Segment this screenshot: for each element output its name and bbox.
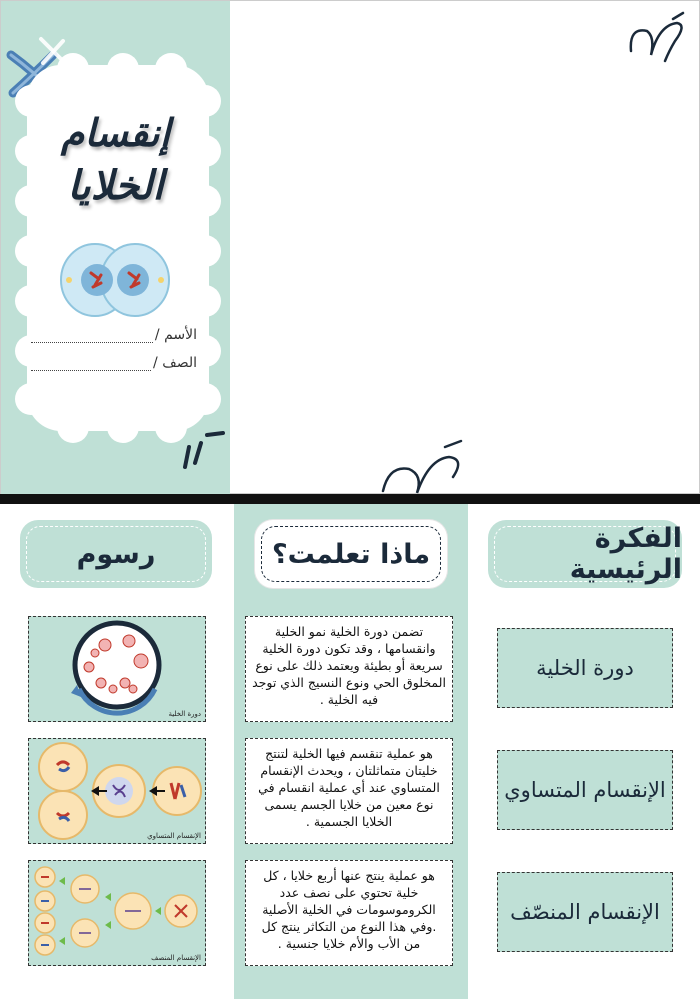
- cover-title-line-2: الخلايا: [67, 163, 164, 209]
- drawing-caption: الإنقسام المتساوي: [147, 832, 201, 840]
- drawing-caption: دورة الخلية: [168, 710, 201, 718]
- class-field[interactable]: [31, 355, 197, 371]
- drawing-caption: الإنقسام المنصف: [151, 954, 201, 962]
- main-idea-header: [488, 520, 682, 588]
- concept-mitosis: الإنقسام المتساوي: [497, 750, 673, 830]
- learned-header: [255, 520, 447, 588]
- learned-text-cell-cycle: تضمن دورة الخلية نمو الخلية وانقسامها ، وقد تكون دورة الخلية سريعة أو بطيئة ويعتمد ذلك على نوع المخلوق الحي ونوع النسيج الذي توجد فيه الخلية .: [245, 616, 453, 722]
- class-label: الصف /: [153, 355, 197, 371]
- meiosis-illustration: [29, 861, 206, 966]
- drawing-cell-cycle: [28, 616, 206, 722]
- worksheet-page: [0, 504, 700, 999]
- main-idea-header-label: الفكرة الرئيسية: [569, 523, 682, 585]
- learned-text-meiosis: هو عملية ينتج عنها أربع خلايا ، كل خلية تحتوي على نصف عدد الكروموسومات في الخلية الأصلية .وفي هذا النوع من التكاثر ينتج كل من الأب والأم خلايا جنسية .: [245, 860, 453, 966]
- dividing-cell-illustration: [59, 237, 171, 323]
- name-label: الأسم /: [154, 327, 197, 343]
- learned-text-mitosis: هو عملية تنقسم فيها الخلية لتنتج خليتان متماثلتان ، ويحدث الإنقسام المتساوي عند أي عملية انقسام في نوع معين من خلايا الجسم يسمى الخلايا الجسمية .: [245, 738, 453, 844]
- name-field[interactable]: [31, 327, 197, 343]
- swirl-icon-bottom: [379, 439, 469, 495]
- concept-meiosis: الإنقسام المنصّف: [497, 872, 673, 952]
- drawings-header: [20, 520, 212, 588]
- page-divider: [0, 494, 700, 504]
- cover-title-line-1: إنقسام: [60, 111, 171, 155]
- drawings-header-label: رسوم: [76, 538, 156, 570]
- cell-cycle-illustration: [29, 617, 206, 722]
- drawing-mitosis: [28, 738, 206, 844]
- dash-marks-icon: [181, 429, 229, 473]
- concept-cell-cycle: دورة الخلية: [497, 628, 673, 708]
- mitosis-illustration: [29, 739, 206, 844]
- cover-panel: [1, 1, 230, 495]
- cover-page: [0, 0, 700, 494]
- learned-header-label: ماذا تعلمت؟: [271, 538, 431, 570]
- swirl-icon: [625, 11, 693, 71]
- drawing-meiosis: [28, 860, 206, 966]
